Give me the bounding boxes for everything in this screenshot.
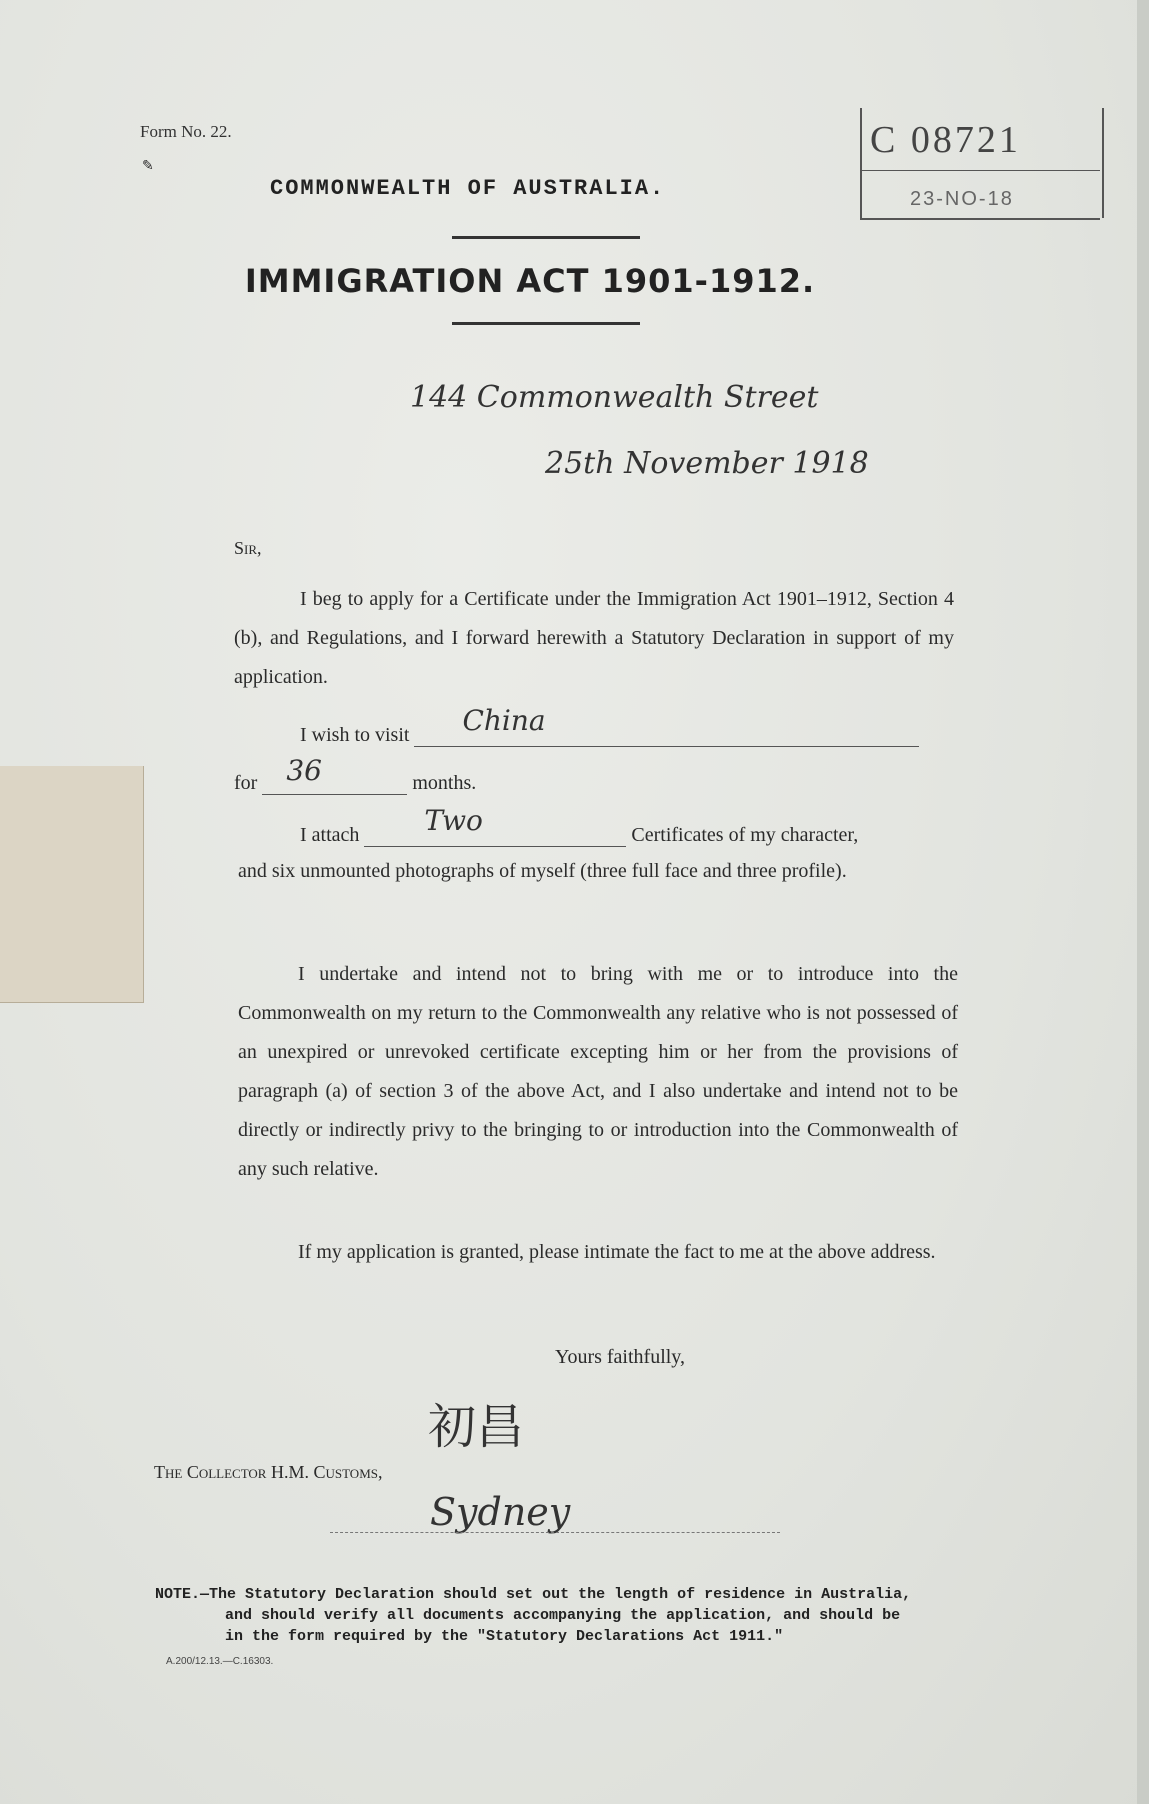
- certificates-label: Certificates of my character,: [631, 824, 859, 846]
- form-number: Form No. 22.: [140, 122, 232, 141]
- photos-paragraph: and six unmounted photographs of myself (three full face and three profile).: [238, 860, 847, 882]
- title-rule-bottom: [452, 322, 640, 325]
- addressee: The Collector H.M. Customs,: [154, 1462, 383, 1482]
- visit-line: [300, 704, 919, 747]
- months-field: [262, 754, 407, 795]
- attach-value: Two: [424, 804, 483, 837]
- application-paragraph: I beg to apply for a Certificate under the Immigration Act 1901–1912, Section 4 (b), and Regulations, and I forward herewith a Statutory Declaration in support of my application.: [234, 588, 954, 688]
- ink-mark: ✎: [142, 159, 154, 174]
- attach-field: [364, 804, 626, 847]
- months-line: [234, 754, 477, 795]
- visit-value: China: [462, 704, 546, 737]
- attach-line: [300, 804, 859, 847]
- title-rule-top: [452, 236, 640, 239]
- for-label: for: [234, 772, 258, 794]
- stamp-bottom-rule: [860, 218, 1100, 220]
- stamp-number: C 08721: [870, 119, 1021, 161]
- footnote-line-2: and should verify all documents accompanying the application, and should be: [225, 1607, 901, 1624]
- print-reference: A.200/12.13.—C.16303.: [166, 1656, 274, 1667]
- attach-label: I attach: [300, 824, 360, 846]
- signature: 初昌: [428, 1399, 525, 1455]
- handwritten-date: 25th November 1918: [545, 446, 869, 481]
- salutation: Sir,: [234, 538, 262, 558]
- page-edge: [1137, 0, 1149, 1804]
- paper-patch: [0, 766, 144, 1003]
- undertaking-paragraph: I undertake and intend not to bring with me or to introduce into the Commonwealth on my return to the Commonwealth any relative who is not possessed of an unexpired or unrevoked certificate excepting him or her from the provisions of paragraph (a) of section 3 of the above Act, and I also undertake and intend not to be directly or indirectly privy to the bringing to or introduction into the Commonwealth of any such relative.: [238, 963, 958, 1180]
- closing: Yours faithfully,: [555, 1346, 686, 1368]
- location-line: [330, 1532, 780, 1533]
- footnote: [155, 1584, 985, 1647]
- stamp-date: 23-NO-18: [910, 188, 1014, 210]
- handwritten-location: Sydney: [430, 1490, 571, 1534]
- months-label: months.: [412, 772, 477, 794]
- footnote-line-1: NOTE.—The Statutory Declaration should set out the length of residence in Australia,: [155, 1586, 912, 1603]
- months-value: 36: [286, 754, 322, 787]
- visit-label: I wish to visit: [300, 724, 410, 746]
- footnote-line-3: in the form required by the "Statutory Declarations Act 1911.": [225, 1628, 784, 1645]
- act-title: IMMIGRATION ACT 1901-1912.: [244, 262, 816, 300]
- stamp-divider: [860, 170, 1100, 171]
- visit-field: [414, 704, 919, 747]
- granted-paragraph: If my application is granted, please intimate the fact to me at the above address.: [298, 1241, 936, 1263]
- handwritten-address: 144 Commonwealth Street: [410, 380, 819, 415]
- country-heading: COMMONWEALTH OF AUSTRALIA.: [270, 176, 666, 201]
